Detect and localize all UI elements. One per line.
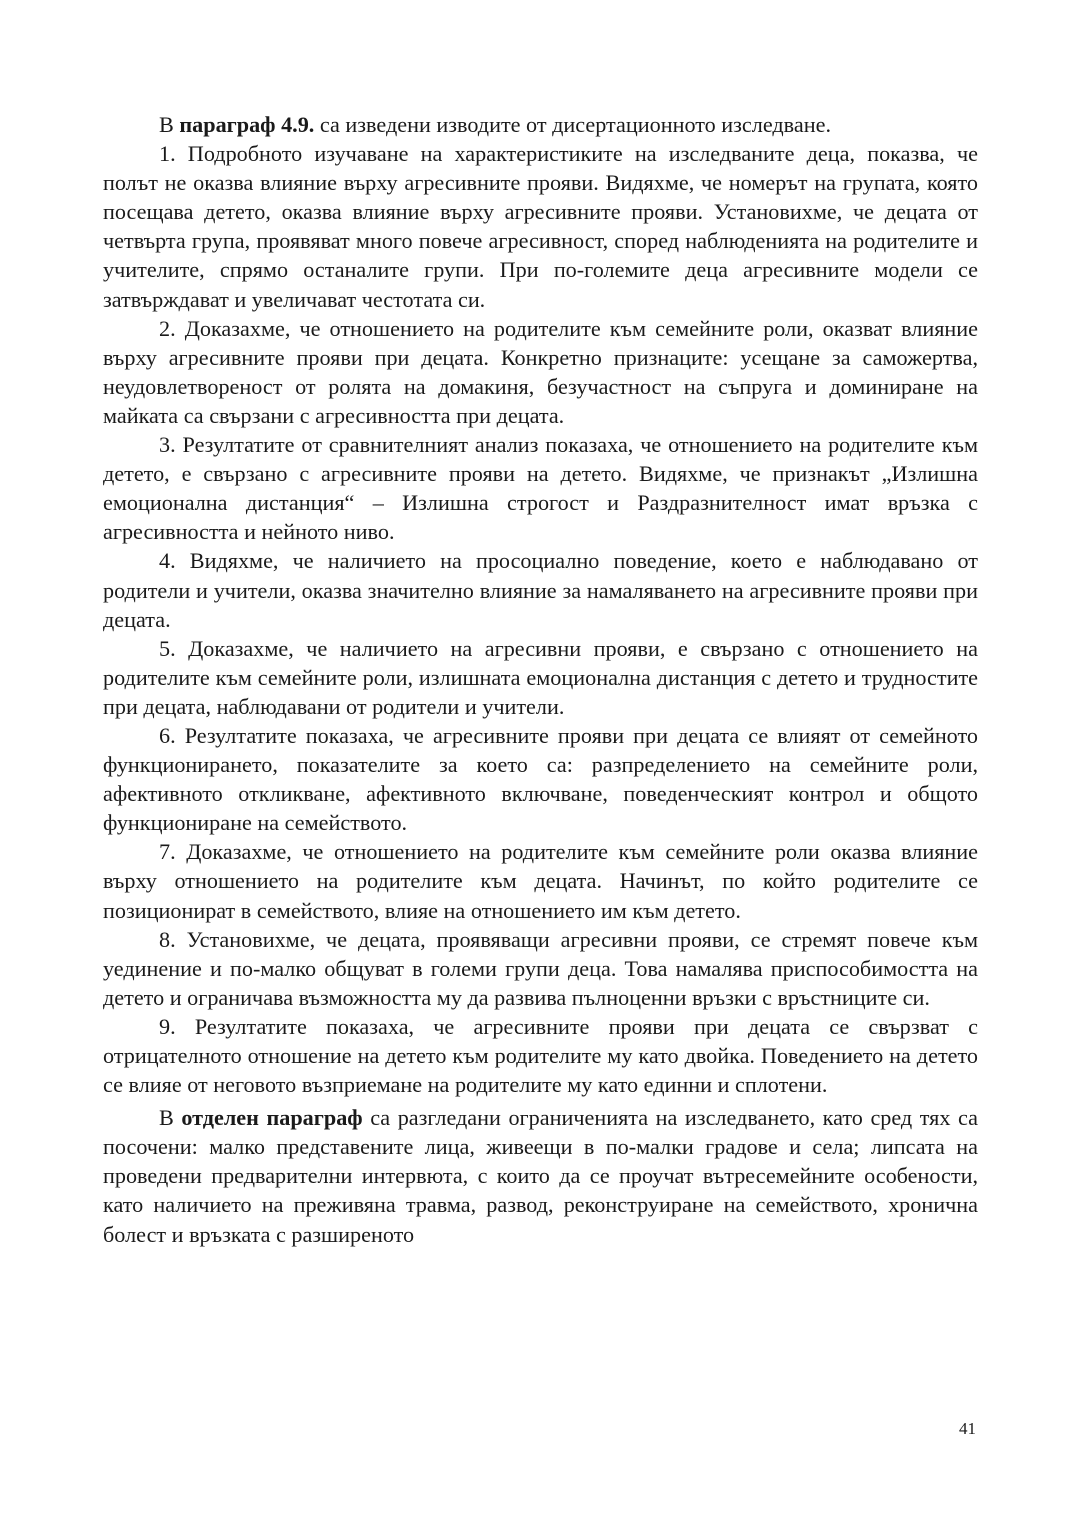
conclusion-item-2: 2. Доказахме, че отношението на родителите към семейните роли, оказват влияние върху агресивните прояви при децата. Конкретно признаците: усещане за саможертва, неудовлетвореност от ролята на домакиня, безучастност на съпруга и доминиране на майката са свързани с агресивността при децата.	[103, 315, 978, 428]
conclusion-item-6: 6. Резултатите показаха, че агресивните прояви при децата се влияят от семейното функционирането, показателите за което са: разпределението на семейните роли, афективното откликване, афективното включване, поведенческият контрол и общото функциониране на семейството.	[103, 722, 978, 836]
conclusion-item-4: 4. Видяхме, че наличието на просоциално поведение, което е наблюдавано от родители и учители, оказва значително влияние за намаляването на агресивните прояви при децата.	[103, 548, 978, 632]
limitations-heading: отделен параграф	[181, 1105, 363, 1131]
page-number: 41	[959, 1419, 976, 1438]
document-body	[103, 110, 978, 1249]
conclusion-item-8: 8. Установихме, че децата, проявяващи агресивни прояви, се стремят повече към уединение и по-малко общуват в големи групи деца. Това намалява приспособимостта на детето и ограничава възможността му да развива пълноценни връзки с връстниците си.	[103, 926, 978, 1010]
conclusion-item-3: 3. Резултатите от сравнителният анализ показаха, че отношението на родителите към детето, е свързано с агресивните прояви на детето. Видяхме, че признакът „Излишна емоционална дистанция“ – Излишна строгост и Раздразнителност имат връзка с агресивността и нейното ниво.	[103, 432, 978, 545]
conclusion-item-1: 1. Подробното изучаване на характеристиките на изследваните деца, показва, че полът не оказва влияние върху агресивните прояви. Видяхме, че номерът на групата, която посещава детето, оказва влияние върху агресивните прояви. Установихме, че децата от четвърта група, проявяват много повече агресивност, според наблюденията на родителите и учителите, спрямо останалите групи. При по-големите деца агресивните модели се затвърждават и увеличават честотата си.	[103, 141, 978, 312]
intro-paragraph	[103, 110, 978, 139]
conclusion-item-9: 9. Резултатите показаха, че агресивните прояви при децата се свързват с отрицателното отношение на детето към родителите му като двойка. Поведението на детето се влияе от неговото възприемане на родителите му като единни и сплотени.	[103, 1013, 978, 1098]
limitations-paragraph	[103, 1103, 978, 1248]
limitations-text: са разгледани ограниченията на изследването, като сред тях са посочени: малко представените лица, живеещи в по-малки градове и села; липсата на проведени предварителни интервюта, с които да се проучат вътресемейните особености, като наличието на преживяна травма, развод, реконструиране на семейството, хронична болест и връзката с разширеното	[103, 1105, 978, 1247]
intro-text: са изведени изводите от дисертационното изследване.	[314, 112, 831, 137]
conclusion-item-7: 7. Доказахме, че отношението на родителите към семейните роли оказва влияние върху отношението на родителите към децата. Начинът, по който родителите се позиционират в семейството, влияе на отношението им към детето.	[103, 839, 978, 923]
limitations-prefix: В	[159, 1105, 182, 1131]
section-reference: параграф 4.9.	[179, 112, 315, 137]
intro-prefix: В	[159, 112, 180, 137]
conclusion-item-5: 5. Доказахме, че наличието на агресивни прояви, е свързано с отношението на родителите към семейните роли, излишната емоционална дистанция с детето и трудностите при децата, наблюдавани от родители и учители.	[103, 635, 978, 719]
